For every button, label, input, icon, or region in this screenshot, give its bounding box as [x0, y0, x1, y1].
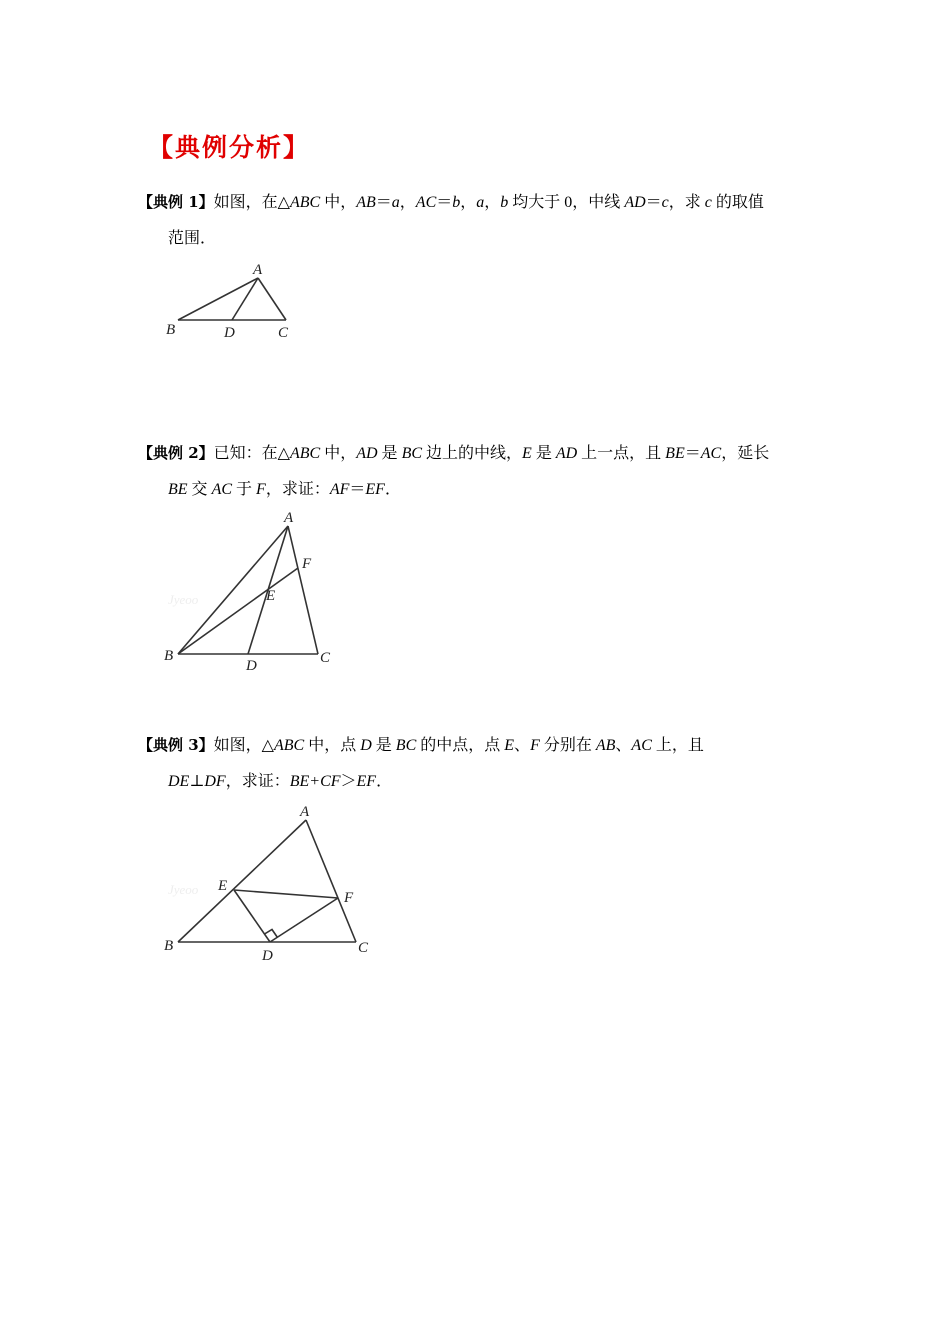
text: ，	[399, 194, 416, 211]
problem-3-line-1	[138, 727, 810, 764]
text: AB	[356, 194, 376, 211]
text: ，	[460, 194, 477, 211]
problem-3-figure	[160, 798, 380, 968]
label-a: A	[284, 510, 294, 526]
text: ．	[384, 481, 401, 498]
text: DE	[168, 773, 190, 790]
text: 分别在	[539, 737, 596, 754]
problem-2	[138, 435, 810, 508]
text: ＝	[375, 194, 392, 211]
label-b: B	[166, 322, 176, 338]
text: ＝	[645, 194, 662, 211]
segment-ac	[288, 526, 318, 654]
problem-3	[138, 727, 810, 800]
text: ，延长	[721, 445, 770, 462]
text: AC	[700, 445, 722, 462]
triangle-abc-median-diagram	[160, 506, 340, 676]
text: ．	[376, 773, 393, 790]
text: ABC	[273, 737, 305, 754]
label-a: A	[253, 262, 263, 278]
segment-ac	[258, 278, 286, 320]
label-d: D	[224, 325, 235, 341]
text: F	[256, 481, 266, 498]
text: ，求证：	[225, 773, 290, 790]
label-c: C	[320, 650, 331, 666]
triangle-abc-perpendicular-diagram	[160, 798, 380, 968]
problem-1-tag: 【典例 1】	[138, 193, 214, 211]
text: ABC	[289, 194, 321, 211]
text: EF	[365, 481, 385, 498]
text: EF	[356, 773, 377, 790]
label-b: B	[164, 648, 174, 664]
text: F	[530, 737, 540, 754]
text: ＝	[684, 445, 701, 462]
text: 的取值	[711, 194, 764, 211]
text: AD	[624, 194, 646, 211]
label-c: C	[358, 940, 369, 956]
text: 边上的中线，	[422, 445, 523, 462]
segment-ac	[306, 820, 356, 942]
text: 如图，△	[213, 737, 274, 754]
text: 于	[232, 481, 257, 498]
text: 、	[615, 737, 632, 754]
label-e: E	[218, 878, 228, 894]
problem-3-tag: 【典例 3】	[138, 736, 214, 754]
text: ＝	[349, 481, 366, 498]
text: 如图，在△	[213, 194, 290, 211]
problem-2-line-2	[138, 472, 810, 508]
text: 中，	[320, 194, 357, 211]
label-d: D	[246, 658, 257, 674]
problem-1	[138, 184, 810, 257]
label-c: C	[278, 325, 289, 341]
text: BE	[168, 481, 188, 498]
text: BE+CF	[289, 773, 341, 790]
problem-2-figure	[160, 506, 340, 676]
text: b	[500, 194, 509, 211]
text: D	[360, 737, 372, 754]
segment-ab	[178, 820, 306, 942]
segment-ef	[234, 890, 338, 898]
text: AD	[356, 445, 378, 462]
problem-1-line-1	[138, 184, 810, 221]
segment-df	[270, 898, 338, 942]
text: c	[704, 194, 712, 211]
text: E	[504, 737, 515, 754]
section-title: 【典例分析】	[148, 133, 311, 162]
text: 中，	[320, 445, 357, 462]
problem-3-line-2	[138, 764, 810, 800]
text: ⊥	[189, 773, 205, 790]
text: 、	[514, 737, 531, 754]
text: 中，点	[304, 737, 361, 754]
text: 的中点，点	[416, 737, 505, 754]
problem-2-tag: 【典例 2】	[138, 444, 214, 462]
watermark: Jyeoo	[168, 882, 199, 897]
text: BE	[665, 445, 685, 462]
text: ＞	[340, 773, 357, 790]
label-f: F	[344, 890, 354, 906]
text: 已知：在△	[213, 445, 290, 462]
problem-2-line-1	[138, 435, 810, 472]
label-b: B	[164, 938, 174, 954]
triangle-abd-diagram	[160, 256, 310, 346]
label-e: E	[266, 588, 276, 604]
text: AC	[211, 481, 233, 498]
problem-1-line-2: 范围．	[168, 230, 217, 247]
text: ，	[484, 194, 501, 211]
text: b	[452, 194, 461, 211]
text: AC	[631, 737, 652, 754]
segment-de	[234, 890, 270, 942]
text: a	[476, 194, 485, 211]
text: ＝	[436, 194, 453, 211]
problem-1-figure	[160, 256, 310, 346]
text: ，求证：	[265, 481, 330, 498]
text: AD	[555, 445, 578, 462]
text: AB	[595, 737, 616, 754]
text: 上，且	[651, 737, 704, 754]
text: DF	[204, 773, 226, 790]
label-f: F	[302, 556, 312, 572]
text: 是	[371, 737, 396, 754]
text: 上一点，且	[577, 445, 666, 462]
text: ，求	[668, 194, 705, 211]
watermark: Jyeoo	[168, 592, 199, 607]
text: a	[391, 194, 400, 211]
text: 是	[531, 445, 556, 462]
segment-bf	[178, 568, 298, 654]
text: BC	[401, 445, 423, 462]
text: c	[661, 194, 669, 211]
text: BC	[395, 737, 417, 754]
text: E	[522, 445, 532, 462]
text: ABC	[289, 445, 321, 462]
text: AF	[329, 481, 350, 498]
segment-ab	[178, 278, 258, 320]
text: 交	[187, 481, 212, 498]
text: 是	[377, 445, 402, 462]
text: AC	[415, 194, 437, 211]
label-a: A	[300, 804, 310, 820]
text: 均大于 0，中线	[508, 194, 625, 211]
label-d: D	[262, 948, 273, 964]
